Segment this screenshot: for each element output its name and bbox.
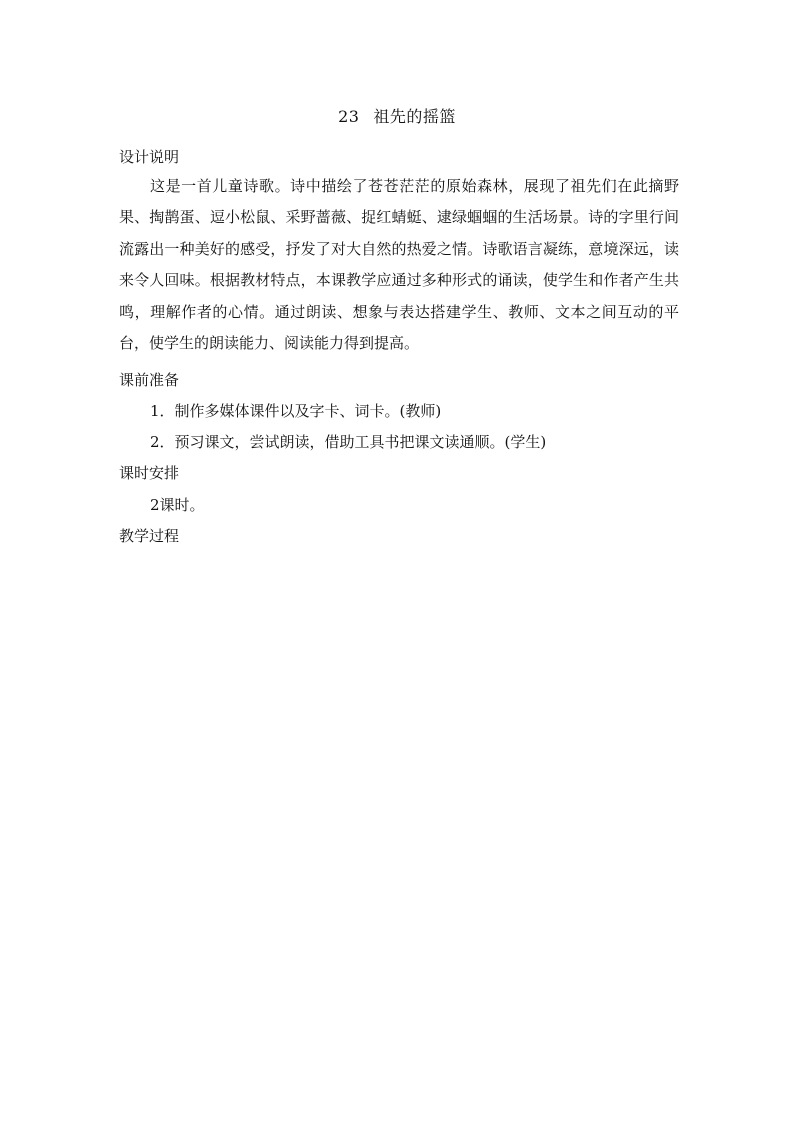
- preparation-item-1: 1．制作多媒体课件以及字卡、词卡。(教师): [150, 402, 442, 420]
- process-heading: 教学过程: [119, 527, 180, 545]
- design-paragraph: 这是一首儿童诗歌。诗中描绘了苍苍茫茫的原始森林，展现了祖先们在此摘野果、掏鹊蛋、逗小松鼠、采野蔷薇、捉红蜻蜓、逮绿蝈蝈的生活场景。诗的字里行间流露出一种美好的感受，抒发了对大自然的热爱之情。诗歌语言凝练，意境深远，读来令人回味。根据教材特点，本课教学应通过多种形式的诵读，使学生和作者产生共鸣，理解作者的心情。通过朗读、想象与表达搭建学生、教师、文本之间互动的平台，使学生的朗读能力、阅读能力得到提高。: [119, 177, 679, 353]
- preparation-item-2: 2．预习课文，尝试朗读，借助工具书把课文读通顺。(学生): [150, 433, 547, 451]
- schedule-heading: 课时安排: [119, 464, 180, 482]
- lesson-number: 23: [338, 107, 360, 126]
- preparation-heading: 课前准备: [119, 371, 180, 389]
- lesson-title: [0, 106, 794, 128]
- lesson-title-text: 祖先的摇篮: [373, 107, 456, 126]
- schedule-text: 2课时。: [150, 496, 205, 514]
- design-heading: 设计说明: [119, 148, 180, 166]
